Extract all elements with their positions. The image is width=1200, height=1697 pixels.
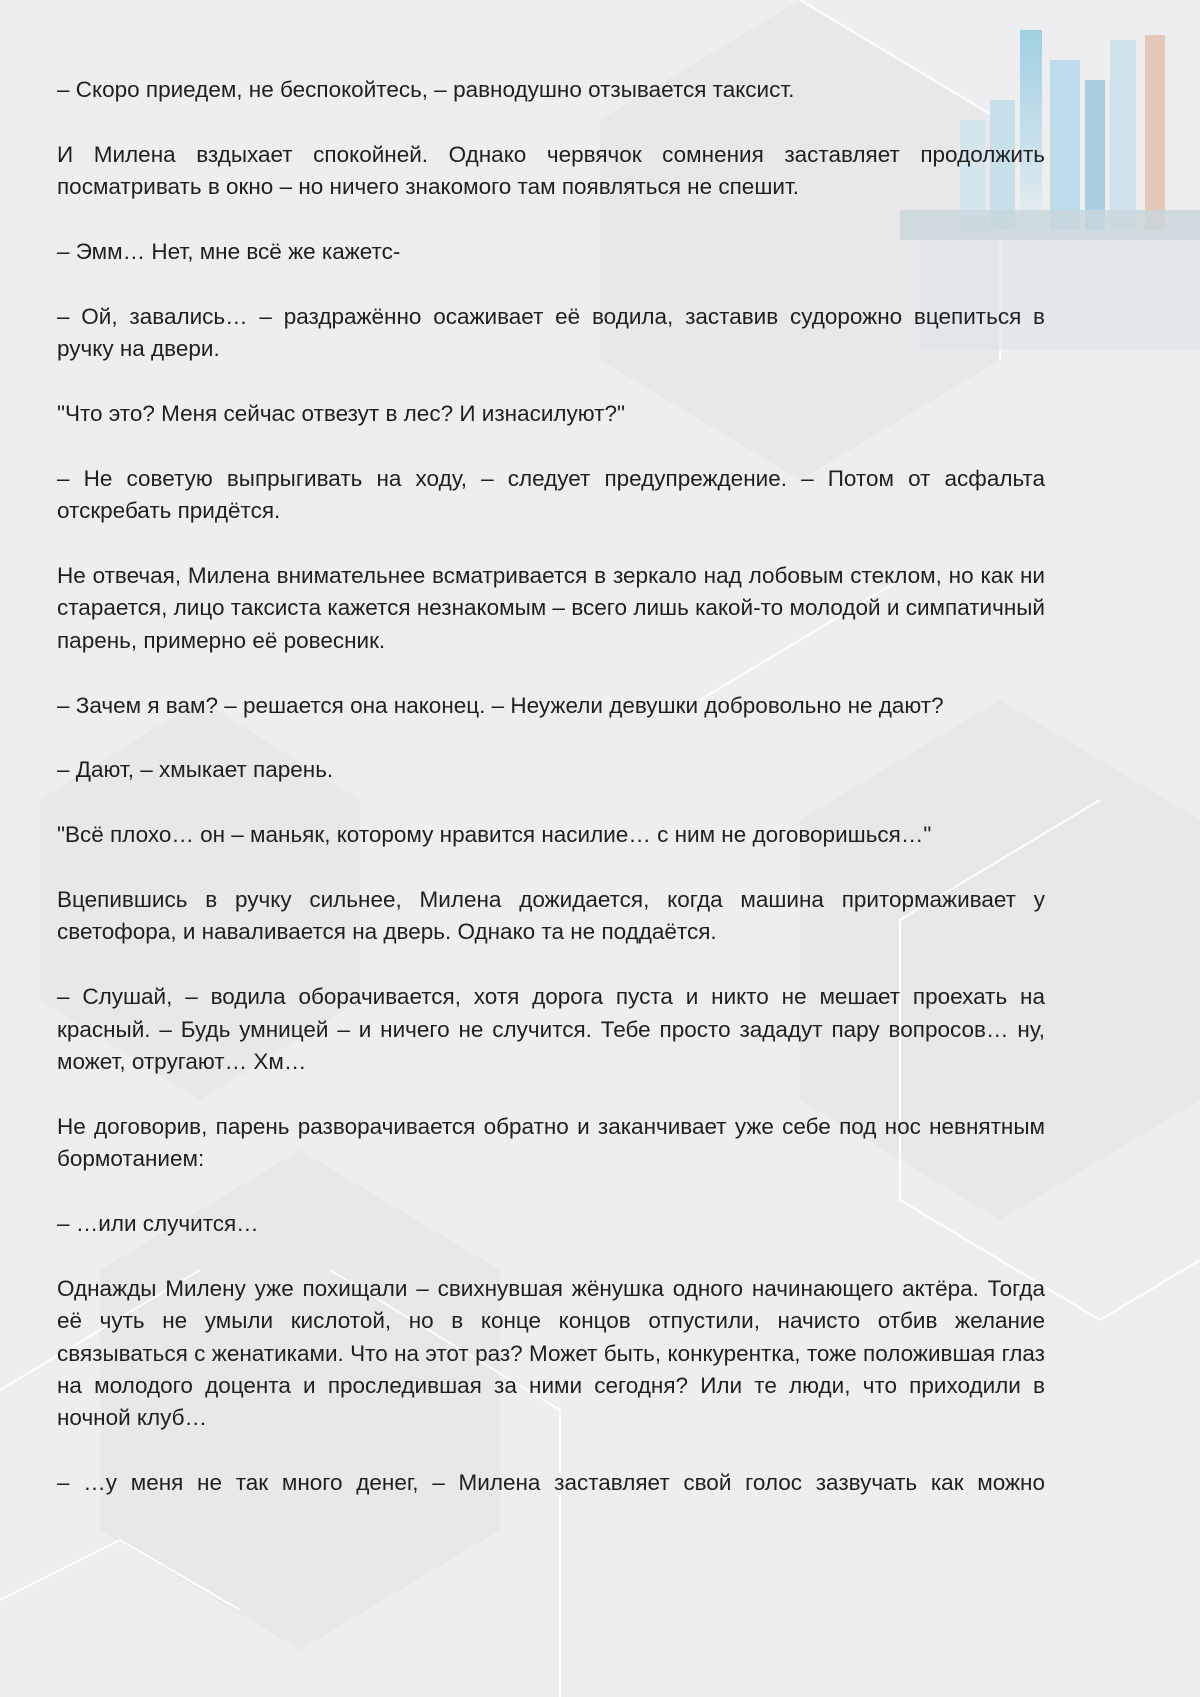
paragraph: – Зачем я вам? – решается она наконец. – Неужели девушки добровольно не дают? bbox=[57, 692, 944, 718]
paragraph: Не отвечая, Милена внимательнее всматривается в зеркало над лобовым стеклом, но как ни старается, лицо таксиста кажется незнакомым – всего лишь какой-то молодой и симпатичный парень, примерно её ровесник. bbox=[57, 563, 1045, 653]
paragraph: "Что это? Меня сейчас отвезут в лес? И изнасилуют?" bbox=[57, 401, 625, 426]
paragraph: – Скоро приедем, не беспокойтесь, – равнодушно отзывается таксист. bbox=[57, 77, 795, 102]
paragraph: "Всё плохо… он – маньяк, которому нравится насилие… с ним не договоришься…" bbox=[57, 822, 932, 848]
paragraph: – Ой, завались… – раздражённо осаживает её водила, заставив судорожно вцепиться в ручку на двери. bbox=[57, 303, 1045, 362]
paragraph: Не договорив, парень разворачивается обратно и заканчивает уже себе под нос невнятным бормотанием: bbox=[57, 1113, 1045, 1172]
paragraph: – …у меня не так много денег, – Милена заставляет свой голос зазвучать как можно bbox=[57, 1470, 1045, 1496]
paragraph: Однажды Милену уже похищали – свихнувшая жёнушка одного начинающего актёра. Тогда её чуть не умыли кислотой, но в конце концов отпустили, начисто отбив желание связываться с женатиками. Что на этот раз? Может быть, конкурентка, тоже положившая глаз на молодого доцента и проследившая за ними сегодня? Или те люди, что приходили в ночной клуб… bbox=[57, 1275, 1045, 1431]
paragraph: – Не советую выпрыгивать на ходу, – следует предупреждение. – Потом от асфальта отскребать придётся. bbox=[57, 465, 1045, 524]
document-page bbox=[57, 74, 1045, 1532]
paragraph: И Милена вздыхает спокойней. Однако червячок сомнения заставляет продолжить посматривать в окно – но ничего знакомого там появляться не спешит. bbox=[57, 141, 1045, 200]
paragraph: Вцепившись в ручку сильнее, Милена дожидается, когда машина притормаживает у светофора, и наваливается на дверь. Однако та не поддаётся. bbox=[57, 887, 1045, 945]
paragraph: – Дают, – хмыкает парень. bbox=[57, 757, 334, 783]
paragraph: – Эмм… Нет, мне всё же кажетс- bbox=[57, 239, 401, 264]
paragraph: – Слушай, – водила оборачивается, хотя дорога пуста и никто не мешает проехать на красный. – Будь умницей – и ничего не случится. Тебе просто зададут пару вопросов… ну, может, отругают… Хм… bbox=[57, 984, 1045, 1075]
paragraph: – …или случится… bbox=[57, 1211, 259, 1237]
